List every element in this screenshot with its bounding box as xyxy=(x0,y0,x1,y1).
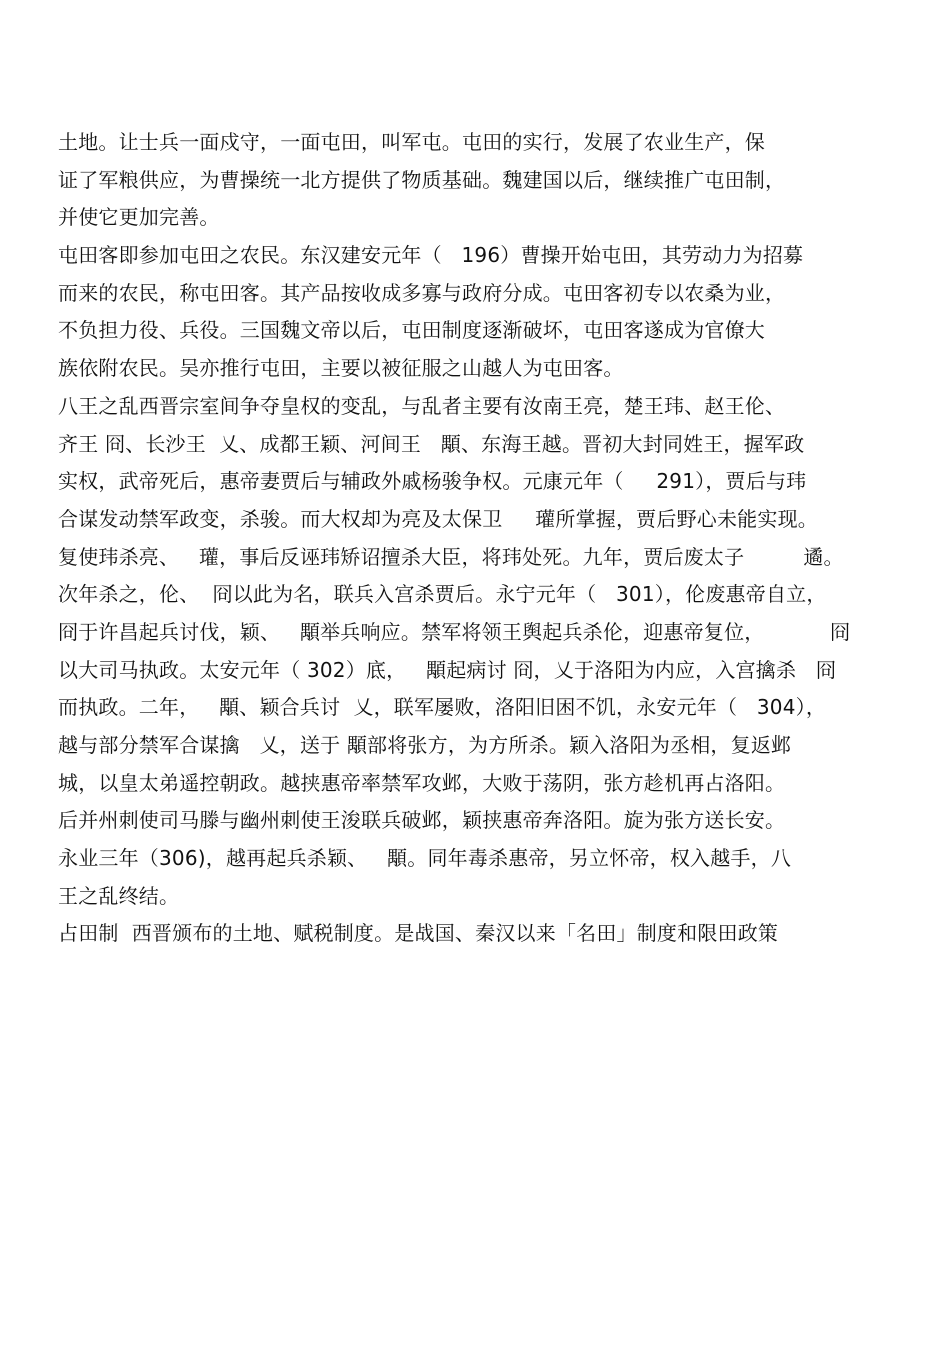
text-line: 不负担力役、兵役。三国魏文帝以后，屯田制度逐渐破坏，屯田客遂成为官僚大 xyxy=(58,318,765,343)
text-line: 齐王 冏、长沙王 乂、成都王颖、河间王 顒、东海王越。晋初大封同姓王，握军政 xyxy=(58,431,805,456)
text-line: 占田制 西晋颁布的土地、赋税制度。是战国、秦汉以来「名田」制度和限田政策 xyxy=(58,921,779,946)
text-line: 次年杀之，伦、 冏以此为名，联兵入宫杀贾后。永宁元年（ 301），伦废惠帝自立， xyxy=(58,582,827,607)
text-line: 而执政。二年， 顒、颖合兵讨 乂，联军屡败，洛阳旧困不饥，永安元年（ 304）， xyxy=(58,695,827,720)
body-text xyxy=(58,124,918,953)
text-line: 合谋发动禁军政变，杀骏。而大权却为亮及太保卫 瓘所掌握，贾后野心未能实现。 xyxy=(58,506,818,531)
text-line: 越与部分禁军合谋擒 乂，送于 顒部将张方，为方所杀。颖入洛阳为丞相，复返邺 xyxy=(58,733,792,757)
text-line: 并使它更加完善。 xyxy=(58,205,220,230)
text-line: 土地。让士兵一面戍守，一面屯田，叫军屯。屯田的实行，发展了农业生产，保 xyxy=(58,130,765,154)
text-line: 以大司马执政。太安元年（ 302）底， 顒起病讨 冏，乂于洛阳为内应，入宫擒杀 冏 xyxy=(58,657,837,682)
text-line: 而来的农民，称屯田客。其产品按收成多寡与政府分成。屯田客初专以农桑为业， xyxy=(58,280,786,305)
text-line: 王之乱终结。 xyxy=(58,883,180,908)
text-line: 后并州刺使司马滕与幽州刺使王浚联兵破邺，颖挟惠帝奔洛阳。旋为张方送长安。 xyxy=(58,808,786,833)
text-line: 屯田客即参加屯田之农民。东汉建安元年（ 196）曹操开始屯田，其劳动力为招募 xyxy=(58,243,804,268)
text-line: 族依附农民。吴亦推行屯田，主要以被征服之山越人为屯田客。 xyxy=(58,356,624,381)
text-line: 八王之乱西晋宗室间争夺皇权的变乱，与乱者主要有汝南王亮，楚王玮、赵王伦、 xyxy=(58,393,786,418)
text-line: 证了军粮供应，为曹操统一北方提供了物质基础。魏建国以后，继续推广屯田制， xyxy=(58,167,786,192)
text-line: 城，以皇太弟遥控朝政。越挟惠帝率禁军攻邺，大败于荡阴，张方趁机再占洛阳。 xyxy=(58,770,786,795)
text-line: 复使玮杀亮、 瓘，事后反诬玮矫诏擅杀大臣，将玮处死。九年，贾后废太子 遹。 xyxy=(58,544,844,569)
text-line: 冏于许昌起兵讨伐，颖、 顒举兵响应。禁军将领王舆起兵杀伦，迎惠帝复位， 冏 xyxy=(58,619,851,644)
text-line: 实权，武帝死后，惠帝妻贾后与辅政外戚杨骏争权。元康元年（ 291），贾后与玮 xyxy=(58,469,807,494)
text-line: 永业三年（306)，越再起兵杀颖、 顒。同年毒杀惠帝，另立怀帝，权入越手，八 xyxy=(58,846,792,871)
